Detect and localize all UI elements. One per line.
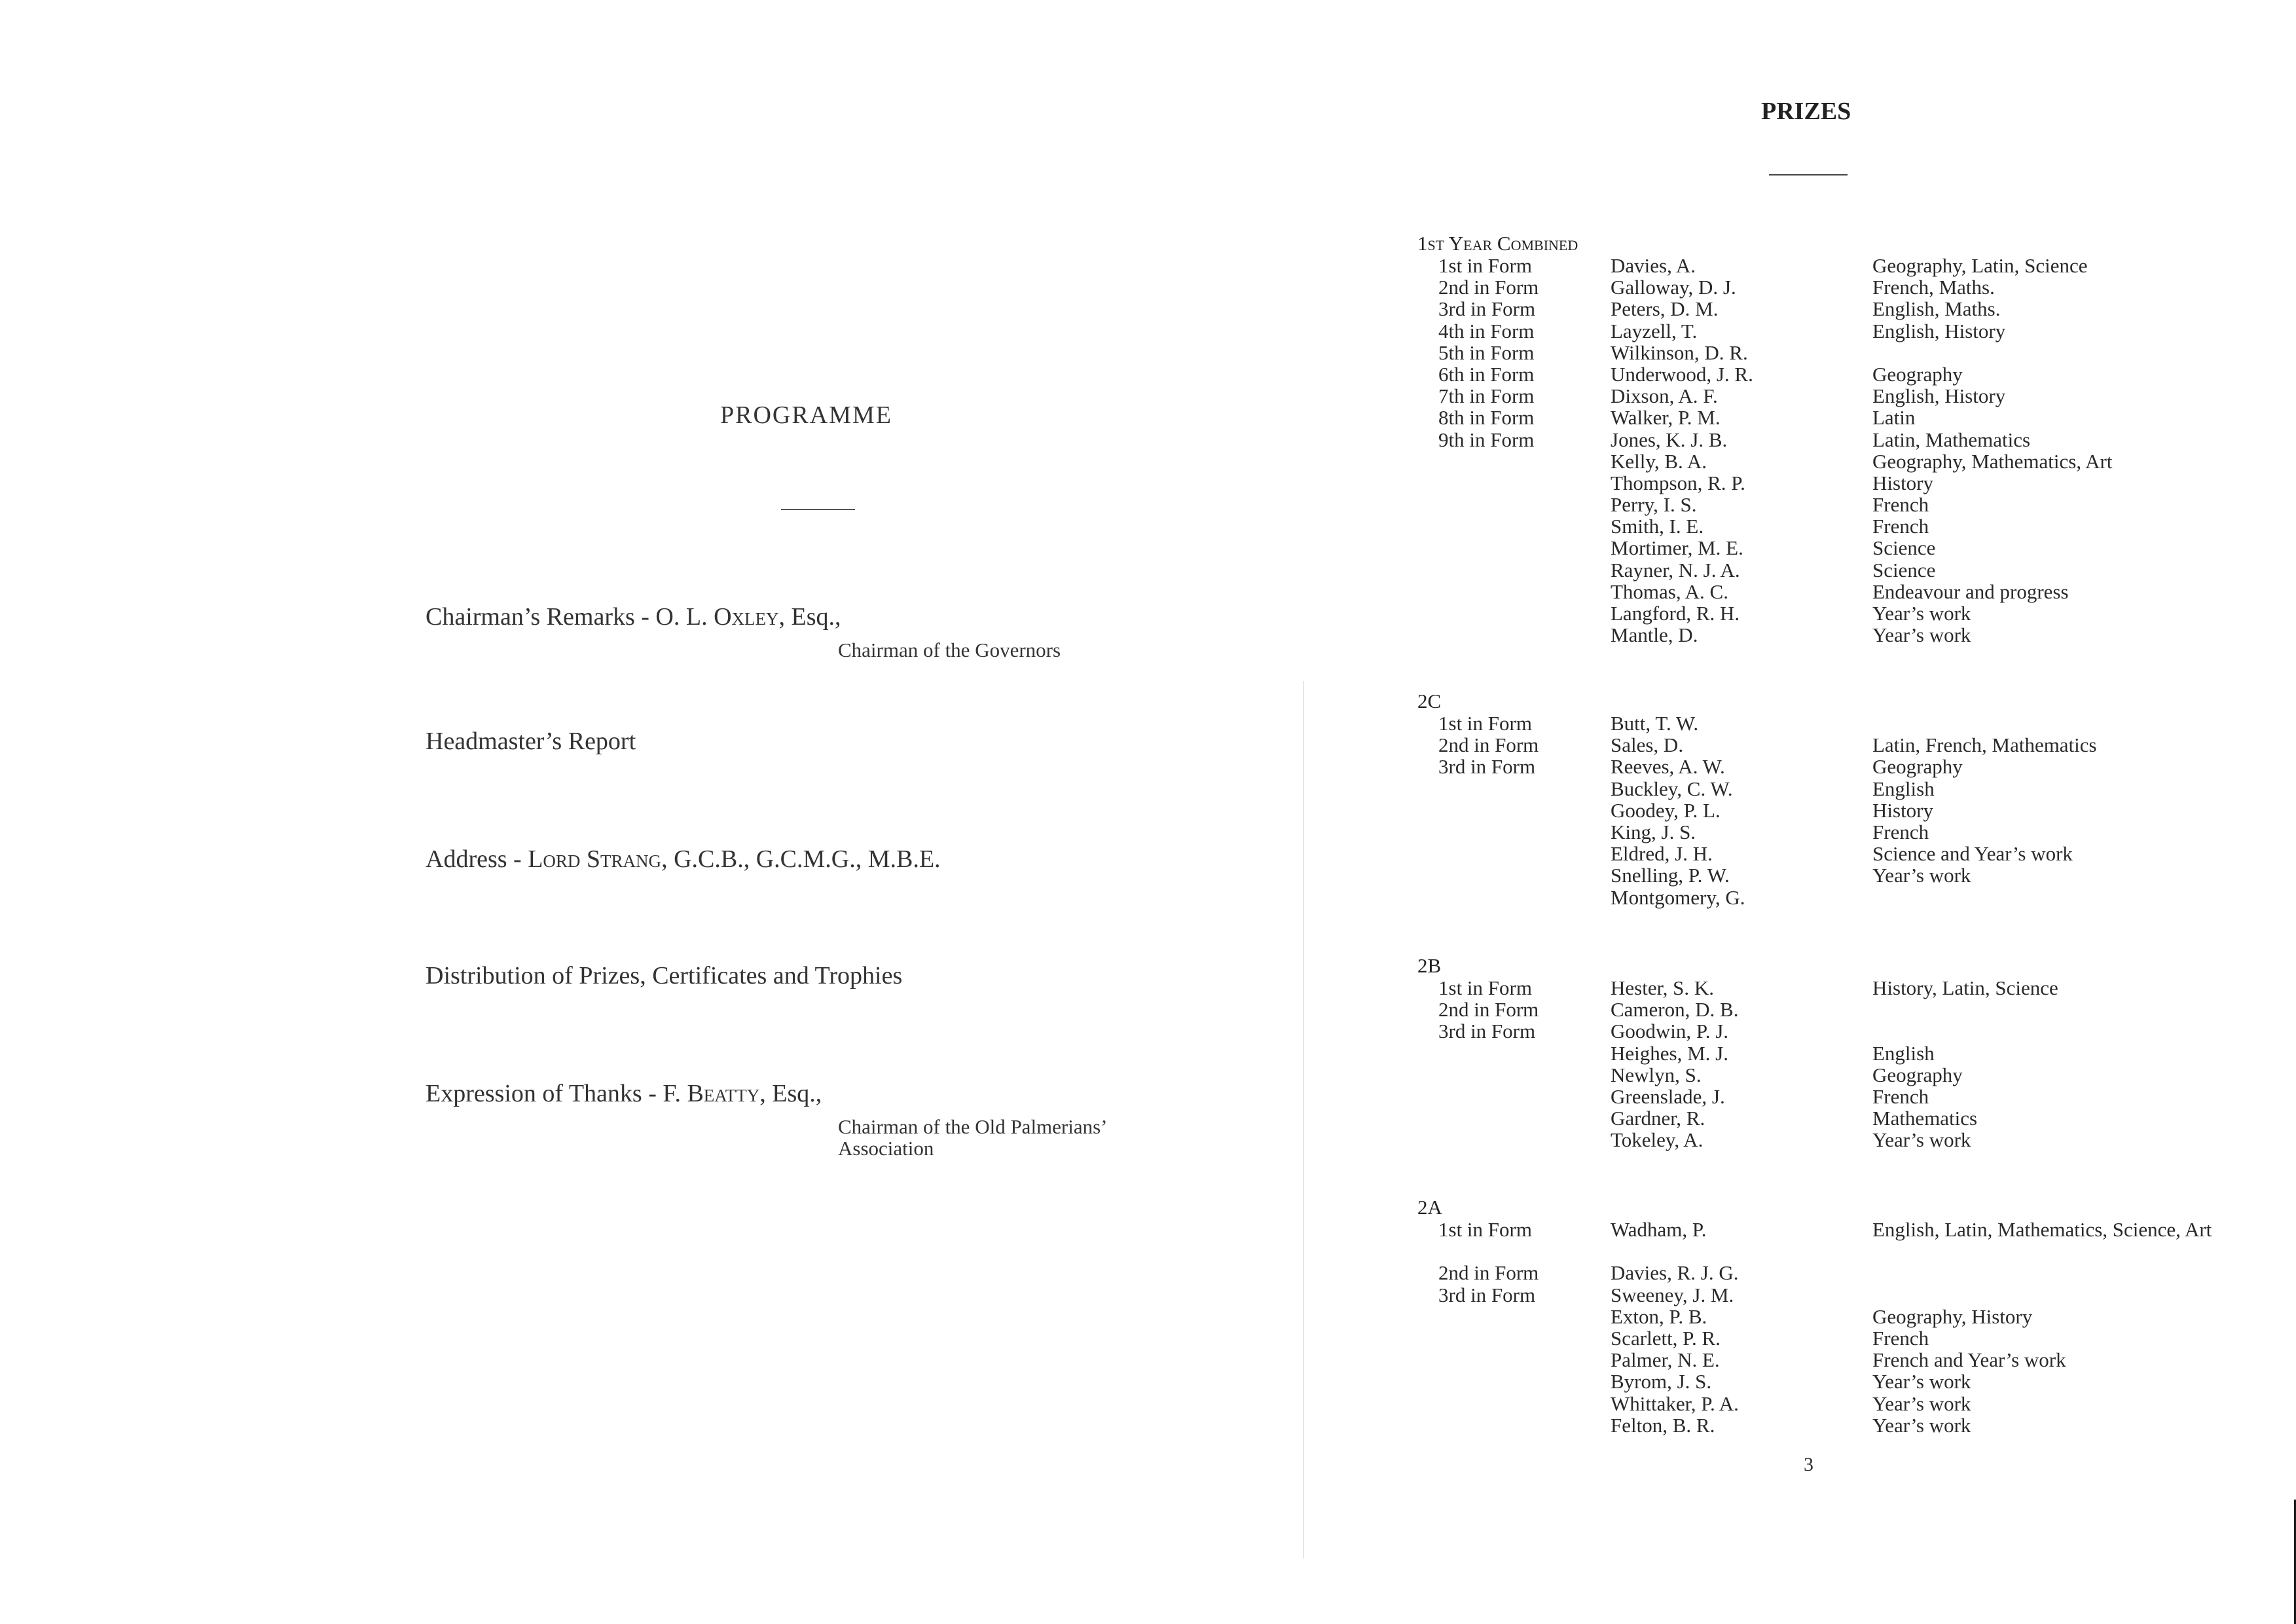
section-heading: 2A [1417, 1196, 1442, 1219]
prize-list [1417, 1219, 2288, 1436]
prize-section [1417, 690, 2288, 908]
prize-place: 2nd in Form [1438, 998, 1539, 1022]
prize-row [1417, 624, 2288, 646]
prize-name: Newlyn, S. [1611, 1063, 1702, 1086]
prize-row [1417, 778, 2288, 800]
programme-item-chairman [426, 602, 841, 631]
prize-row [1417, 581, 2288, 602]
prize-row [1417, 276, 2288, 298]
page-number: 3 [1804, 1454, 1813, 1475]
programme-item-subtitle: Chairman of the Old Palmerians’ [838, 1115, 1108, 1138]
prize-subjects: Latin, Mathematics [1872, 428, 2031, 451]
prize-subjects: English [1872, 1041, 1935, 1065]
prize-place: 7th in Form [1438, 384, 1535, 408]
prize-subjects: History [1872, 471, 1933, 494]
programme-item-label: Address - [426, 845, 528, 873]
prize-name: Thompson, R. P. [1611, 471, 1745, 494]
prize-row [1417, 1393, 2288, 1414]
prize-name: Wadham, P. [1611, 1218, 1707, 1241]
prize-subjects: English [1872, 777, 1935, 800]
prize-row [1417, 1327, 2288, 1349]
prize-subjects: French [1872, 493, 1929, 517]
prize-subjects: Year’s work [1872, 864, 1971, 887]
prize-name: Walker, P. M. [1611, 406, 1721, 430]
prize-row [1417, 320, 2288, 342]
prize-subjects: Science and Year’s work [1872, 842, 2073, 866]
prize-place: 5th in Form [1438, 341, 1535, 364]
prize-name: Palmer, N. E. [1611, 1348, 1720, 1372]
prize-row [1417, 1262, 2288, 1283]
prize-row [1417, 734, 2288, 756]
prize-row [1417, 1219, 2288, 1262]
programme-item-label: Headmaster’s Report [426, 728, 636, 755]
prize-row [1417, 977, 2288, 999]
prize-name: Dixson, A. F. [1611, 384, 1718, 408]
prize-subjects: Geography [1872, 1063, 1963, 1086]
prize-row [1417, 1107, 2288, 1129]
prize-name: Snelling, P. W. [1611, 864, 1730, 887]
programme-title: PROGRAMME [720, 401, 892, 429]
prize-place: 3rd in Form [1438, 297, 1536, 321]
prize-row [1417, 712, 2288, 734]
programme-item-suffix: , G.C.B., G.C.M.G., M.B.E. [661, 845, 941, 873]
prize-row [1417, 1371, 2288, 1392]
prize-name: Peters, D. M. [1611, 297, 1719, 321]
prize-place: 1st in Form [1438, 712, 1532, 735]
prize-place: 2nd in Form [1438, 733, 1539, 757]
prize-subjects: English, History [1872, 319, 2006, 342]
section-heading: 1st Year Combined [1417, 232, 1578, 255]
prize-place: 1st in Form [1438, 976, 1532, 999]
prize-name: Tokeley, A. [1611, 1128, 1704, 1152]
prize-name: Buckley, C. W. [1611, 777, 1733, 800]
prize-subjects: Mathematics [1872, 1107, 1978, 1130]
prize-name: Cameron, D. B. [1611, 998, 1739, 1022]
prize-name: Layzell, T. [1611, 319, 1698, 342]
prize-subjects: Geography, Mathematics, Art [1872, 449, 2113, 473]
prize-name: King, J. S. [1611, 820, 1696, 843]
prize-row [1417, 407, 2288, 428]
prize-name: Goodey, P. L. [1611, 798, 1721, 822]
prize-row [1417, 385, 2288, 407]
programme-item-address [426, 845, 941, 874]
prize-row [1417, 298, 2288, 320]
section-heading: 2C [1417, 690, 1442, 712]
prize-name: Byrom, J. S. [1611, 1370, 1712, 1393]
prize-place: 3rd in Form [1438, 1283, 1536, 1306]
prize-section [1417, 955, 2288, 1151]
prize-subjects: Geography, History [1872, 1304, 2033, 1328]
prize-name: Mortimer, M. E. [1611, 536, 1743, 560]
prize-name: Langford, R. H. [1611, 602, 1740, 625]
prize-name: Davies, R. J. G. [1611, 1261, 1739, 1285]
prize-row [1417, 1020, 2288, 1042]
prize-subjects: Endeavour and progress [1872, 580, 2069, 603]
prize-subjects: French and Year’s work [1872, 1348, 2066, 1372]
programme-item-label: Expression of Thanks - F. [426, 1080, 687, 1107]
prize-row [1417, 342, 2288, 363]
page-gutter [1303, 681, 1304, 1559]
prize-row [1417, 515, 2288, 537]
prize-section [1417, 232, 2288, 646]
prize-name: Kelly, B. A. [1611, 449, 1707, 473]
prize-name: Galloway, D. J. [1611, 276, 1736, 299]
programme-item-subtitle: Association [838, 1137, 934, 1160]
prize-row [1417, 363, 2288, 385]
prize-row [1417, 864, 2288, 886]
prize-subjects: Year’s work [1872, 1128, 1971, 1152]
prize-row [1417, 999, 2288, 1020]
prize-list [1417, 712, 2288, 908]
programme-item-name: Beatty [687, 1080, 760, 1107]
prize-name: Montgomery, G. [1611, 885, 1745, 909]
prize-place: 9th in Form [1438, 428, 1535, 451]
prize-name: Greenslade, J. [1611, 1084, 1725, 1108]
programme-item-distribution [426, 961, 902, 990]
prize-list [1417, 977, 2288, 1151]
programme-item-suffix: , Esq., [778, 603, 841, 631]
prize-place: 1st in Form [1438, 1218, 1532, 1241]
prize-row [1417, 494, 2288, 515]
prize-place: 6th in Form [1438, 362, 1535, 386]
prize-row [1417, 559, 2288, 581]
prize-subjects: Geography [1872, 362, 1963, 386]
prize-row [1417, 537, 2288, 559]
prize-row [1417, 1043, 2288, 1064]
prize-subjects: Latin [1872, 406, 1916, 430]
prize-row [1417, 821, 2288, 843]
prize-name: Smith, I. E. [1611, 515, 1704, 538]
programme-item-name: Lord Strang [528, 845, 662, 873]
prize-subjects: History [1872, 798, 1933, 822]
prize-subjects: French [1872, 1326, 1929, 1350]
prize-subjects: English, History [1872, 384, 2006, 408]
prize-row [1417, 1306, 2288, 1327]
prize-subjects: French [1872, 820, 1929, 843]
prize-subjects: Science [1872, 536, 1936, 560]
programme-item-name: Oxley [714, 603, 779, 631]
prize-subjects: French [1872, 515, 1929, 538]
prize-subjects: French, Maths. [1872, 276, 1995, 299]
prize-name: Sweeney, J. M. [1611, 1283, 1734, 1306]
prize-name: Reeves, A. W. [1611, 755, 1725, 779]
prize-name: Butt, T. W. [1611, 712, 1699, 735]
prize-row [1417, 429, 2288, 451]
programme-item-suffix: , Esq., [759, 1080, 822, 1107]
prize-name: Perry, I. S. [1611, 493, 1697, 517]
prize-name: Eldred, J. H. [1611, 842, 1713, 866]
prize-row [1417, 1064, 2288, 1086]
prize-place: 2nd in Form [1438, 276, 1539, 299]
prize-subjects: Year’s work [1872, 1392, 1971, 1415]
prize-subjects: History, Latin, Science [1872, 976, 2058, 999]
prize-row [1417, 756, 2288, 777]
prize-subjects: Year’s work [1872, 602, 1971, 625]
prizes-page [1306, 0, 2296, 1624]
prize-row [1417, 800, 2288, 821]
prize-section [1417, 1196, 2288, 1436]
prize-place: 2nd in Form [1438, 1261, 1539, 1285]
prize-name: Thomas, A. C. [1611, 580, 1728, 603]
programme-item-thanks [426, 1079, 822, 1108]
prize-subjects: Year’s work [1872, 623, 1971, 647]
prize-row [1417, 1284, 2288, 1306]
prize-subjects: Science [1872, 558, 1936, 581]
prize-name: Jones, K. J. B. [1611, 428, 1728, 451]
prize-row [1417, 1349, 2288, 1371]
prize-name: Wilkinson, D. R. [1611, 341, 1748, 364]
prize-subjects: French [1872, 1084, 1929, 1108]
prize-subjects: Latin, French, Mathematics [1872, 733, 2097, 757]
prize-row [1417, 602, 2288, 624]
prize-name: Heighes, M. J. [1611, 1041, 1728, 1065]
prize-row [1417, 451, 2288, 472]
prize-list [1417, 255, 2288, 646]
prize-place: 4th in Form [1438, 319, 1535, 342]
prize-row [1417, 843, 2288, 864]
prize-subjects: English, Latin, Mathematics, Science, Art [1872, 1218, 2212, 1241]
prize-subjects: Year’s work [1872, 1370, 1971, 1393]
prize-row [1417, 1414, 2288, 1436]
prize-subjects: Geography [1872, 755, 1963, 779]
prize-name: Gardner, R. [1611, 1107, 1705, 1130]
prize-name: Scarlett, P. R. [1611, 1326, 1721, 1350]
prize-name: Exton, P. B. [1611, 1304, 1707, 1328]
prize-name: Underwood, J. R. [1611, 362, 1753, 386]
prize-name: Felton, B. R. [1611, 1413, 1715, 1437]
prize-row [1417, 255, 2288, 276]
prizes-title-rule [1769, 174, 1848, 175]
prize-name: Rayner, N. J. A. [1611, 558, 1740, 581]
section-heading: 2B [1417, 954, 1442, 977]
prize-subjects: Year’s work [1872, 1413, 1971, 1437]
prizes-title: PRIZES [1761, 98, 1851, 125]
prize-name: Hester, S. K. [1611, 976, 1715, 999]
programme-item-subtitle: Chairman of the Governors [838, 638, 1061, 661]
prize-place: 8th in Form [1438, 406, 1535, 430]
prize-subjects: English, Maths. [1872, 297, 2001, 321]
prize-name: Goodwin, P. J. [1611, 1020, 1729, 1043]
programme-item-headmaster [426, 727, 636, 756]
prize-place: 1st in Form [1438, 254, 1532, 277]
prize-row [1417, 1086, 2288, 1107]
programme-title-rule [781, 509, 855, 510]
prize-name: Sales, D. [1611, 733, 1684, 757]
prize-row [1417, 472, 2288, 494]
prize-name: Mantle, D. [1611, 623, 1698, 647]
programme-item-label: Chairman’s Remarks - O. L. [426, 603, 714, 631]
prize-name: Whittaker, P. A. [1611, 1392, 1739, 1415]
prize-place: 3rd in Form [1438, 755, 1536, 779]
prize-row [1417, 1129, 2288, 1151]
prize-name: Davies, A. [1611, 254, 1696, 277]
prize-subjects: Geography, Latin, Science [1872, 254, 2088, 277]
prize-row [1417, 887, 2288, 908]
prize-place: 3rd in Form [1438, 1020, 1536, 1043]
programme-item-label: Distribution of Prizes, Certificates and Trophies [426, 962, 903, 989]
